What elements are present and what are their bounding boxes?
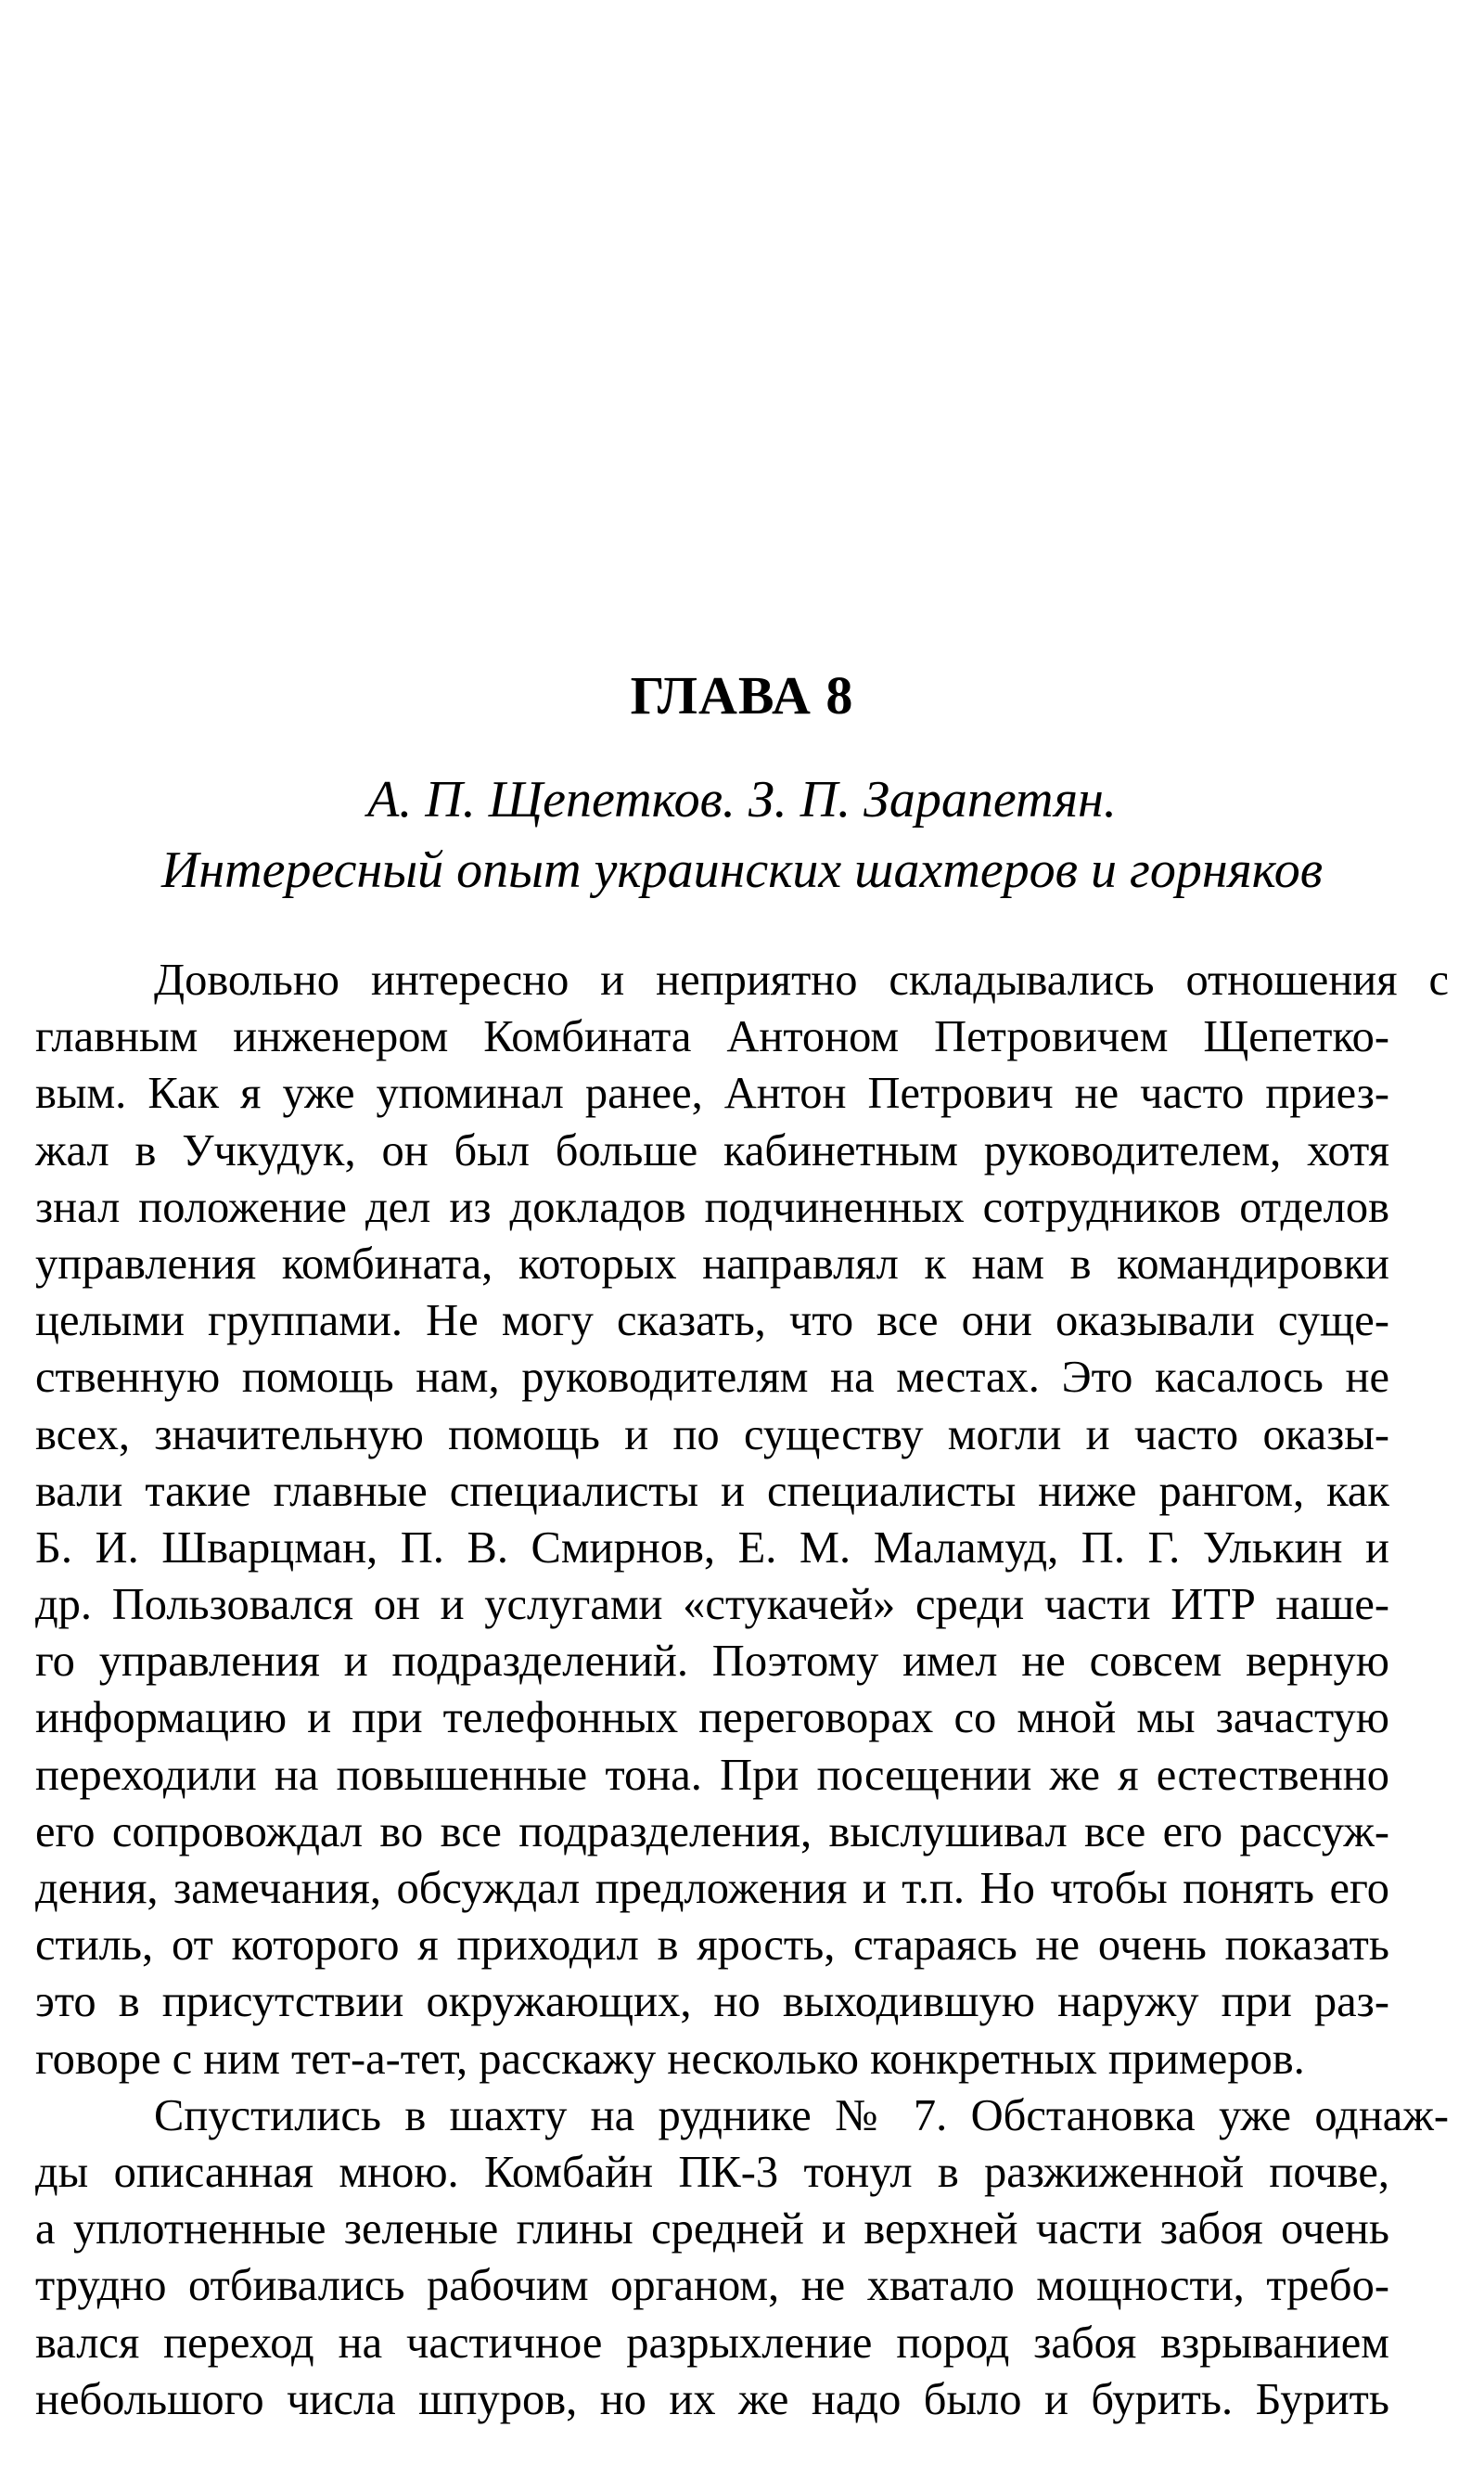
chapter-subtitle-authors: А. П. Щепетков. З. П. Зарапетян. xyxy=(367,771,1117,828)
text-line: информацию и при телефонных переговорах со мной мы зачастую xyxy=(35,1693,1389,1743)
text-line: Довольно интересно и неприятно складывались отношения с xyxy=(154,956,1449,1005)
text-line: ственную помощь нам, руководителям на местах. Это касалось не xyxy=(35,1353,1389,1403)
text-line: небольшого числа шпуров, но их же надо было и бурить. Бурить xyxy=(35,2374,1389,2424)
text-line: вым. Как я уже упоминал ранее, Антон Петрович не часто приез- xyxy=(35,1069,1389,1119)
text-line: его сопровождал во все подразделения, выслушивал все его рассуж- xyxy=(35,1806,1389,1856)
chapter-subtitle-topic: Интересный опыт украинских шахтеров и горняков xyxy=(160,841,1324,899)
text-line: Б. И. Шварцман, П. В. Смирнов, Е. М. Маламуд, П. Г. Улькин и xyxy=(35,1522,1389,1573)
text-line: вался переход на частичное разрыхление пород забоя взрыванием xyxy=(35,2318,1389,2368)
text-line: вали такие главные специалисты и специалисты ниже рангом, как xyxy=(35,1466,1389,1516)
chapter-title: ГЛАВА 8 xyxy=(630,665,854,726)
text-line: управления комбината, которых направлял к нам в командировки xyxy=(35,1239,1389,1289)
text-line: а уплотненные зеленые глины средней и верхней части забоя очень xyxy=(35,2204,1389,2254)
text-line: дения, замечания, обсуждал предложения и т.п. Но чтобы понять его xyxy=(35,1864,1389,1914)
body-text xyxy=(35,952,1449,2428)
text-line: переходили на повышенные тона. При посещении же я естественно xyxy=(35,1750,1389,1800)
text-line: целыми группами. Не могу сказать, что все они оказывали суще- xyxy=(35,1296,1389,1346)
text-line: стиль, от которого я приходил в ярость, стараясь не очень показать xyxy=(35,1920,1389,1971)
text-line: всех, значительную помощь и по существу могли и часто оказы- xyxy=(35,1409,1389,1459)
text-line: главным инженером Комбината Антоном Петровичем Щепетко- xyxy=(35,1012,1389,1062)
text-line: др. Пользовался он и услугами «стукачей» среди части ИТР наше- xyxy=(35,1580,1389,1630)
paragraph-1 xyxy=(35,952,1449,2087)
text-line: это в присутствии окружающих, но выходившую наружу при раз- xyxy=(35,1977,1389,2027)
paragraph-2 xyxy=(35,2087,1449,2428)
text-line: говоре с ним тет-а-тет, расскажу несколько конкретных примеров. xyxy=(35,2034,1305,2084)
text-line: знал положение дел из докладов подчиненных сотрудников отделов xyxy=(35,1182,1389,1232)
text-line: жал в Учкудук, он был больше кабинетным руководителем, хотя xyxy=(35,1125,1389,1175)
text-line: трудно отбивались рабочим органом, не хватало мощности, требо- xyxy=(35,2261,1389,2311)
text-line: Спустились в шахту на руднике № 7. Обстановка уже однаж- xyxy=(154,2090,1449,2140)
text-line: ды описанная мною. Комбайн ПК-3 тонул в разжиженной почве, xyxy=(35,2147,1389,2197)
text-line: го управления и подразделений. Поэтому имел не совсем верную xyxy=(35,1637,1389,1687)
